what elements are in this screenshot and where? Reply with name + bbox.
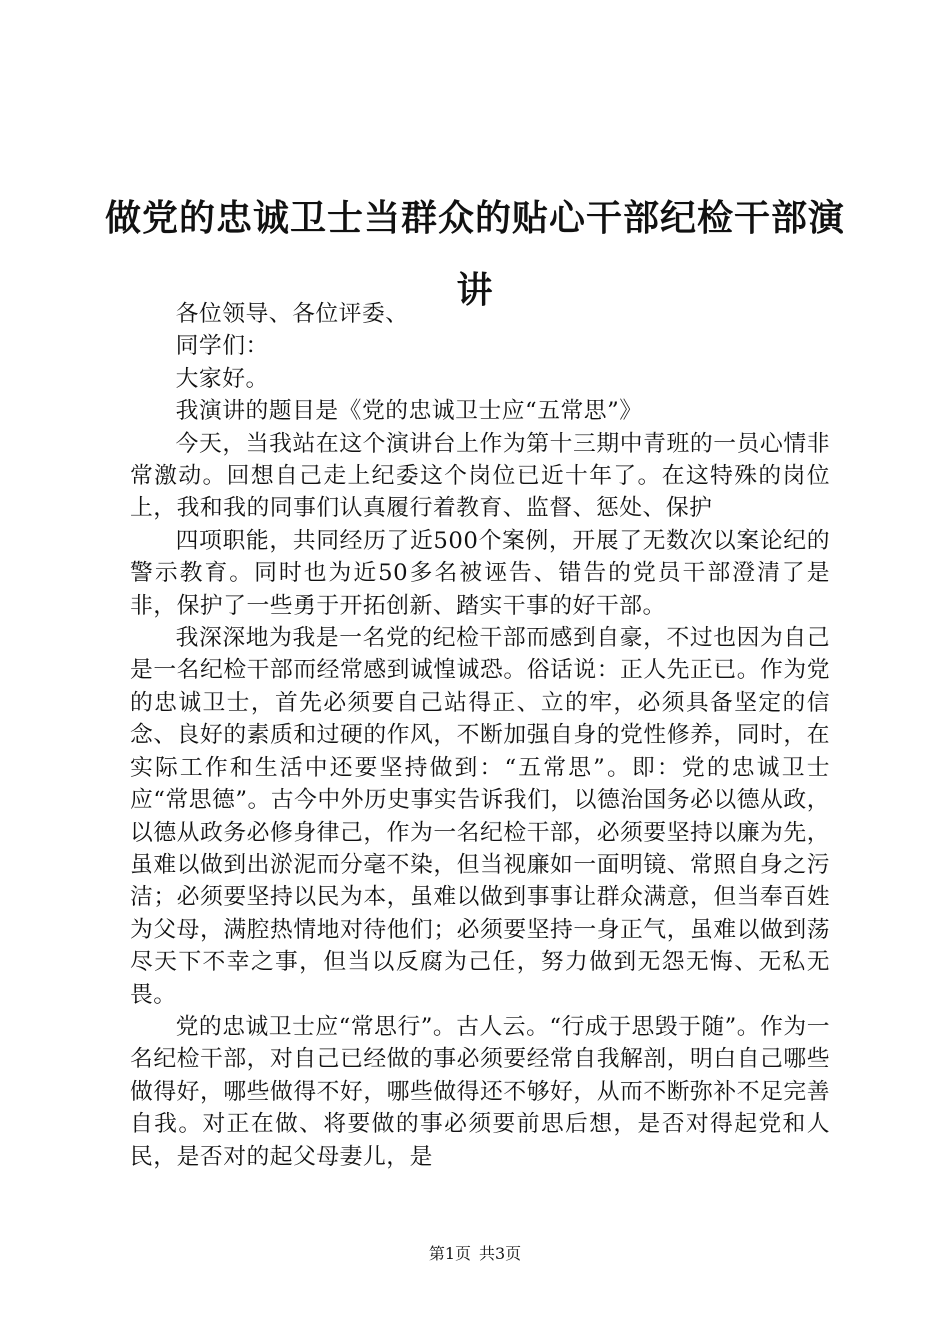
greeting: 大家好。 [175, 365, 269, 392]
salutation-classmates: 同学们： [175, 333, 269, 360]
body-paragraph: 党的忠诚卫士应“常思行”。古人云。“行成于思毁于随”。作为一名纪检干部，对自己已经做的事必须要经常自我解剖，明白自己哪些做得好，哪些做得不好，哪些做得还不够好，从而不断弥补不足完善自我。对正在做、将要做的事必须要前思后想，是否对得起党和人民，是否对的起父母妻儿，是 [130, 1013, 830, 1170]
page-number-total: 共3页 [479, 1244, 522, 1263]
body-paragraph: 四项职能，共同经历了近500个案例，开展了无数次以案论纪的警示教育。同时也为近50多名被诬告、错告的党员干部澄清了是非，保护了一些勇于开拓创新、踏实干事的好干部。 [130, 527, 830, 619]
document-title: 做党的忠诚卫士当群众的贴心干部纪检干部演讲 [104, 197, 845, 312]
body-paragraph: 我深深地为我是一名党的纪检干部而感到自豪，不过也因为自己是一名纪检干部而经常感到诚惶诚恐。俗话说：正人先正已。作为党的忠诚卫士，首先必须要自己站得正、立的牢，必须具备坚定的信念、良好的素质和过硬的作风，不断加强自身的党性修养，同时，在实际工作和生活中还要坚持做到：“五常思”。即：党的忠诚卫士应“常思德”。古今中外历史事实告诉我们，以德治国务必以德从政，以德从政务必修身律己，作为一名纪检干部，必须要坚持以廉为先，虽难以做到出淤泥而分毫不染，但当视廉如一面明镜、常照自身之污洁；必须要坚持以民为本，虽难以做到事事让群众满意，但当奉百姓为父母，满腔热情地对待他们；必须要坚持一身正气，虽难以做到荡尽天下不幸之事，但当以反腐为己任，努力做到无怨无悔、无私无畏。 [130, 625, 830, 1008]
salutation-leaders: 各位领导、各位评委、 [175, 301, 409, 327]
page-footer [0, 1244, 950, 1264]
page-number-current: 第1页 [428, 1244, 471, 1263]
document-body [130, 298, 830, 1173]
speech-topic: 我演讲的题目是《党的忠诚卫士应“五常思”》 [175, 398, 643, 425]
body-paragraph: 今天，当我站在这个演讲台上作为第十三期中青班的一员心情非常激动。回想自己走上纪委这个岗位已近十年了。在这特殊的岗位上，我和我的同事们认真履行着教育、监督、惩处、保护 [130, 430, 830, 522]
